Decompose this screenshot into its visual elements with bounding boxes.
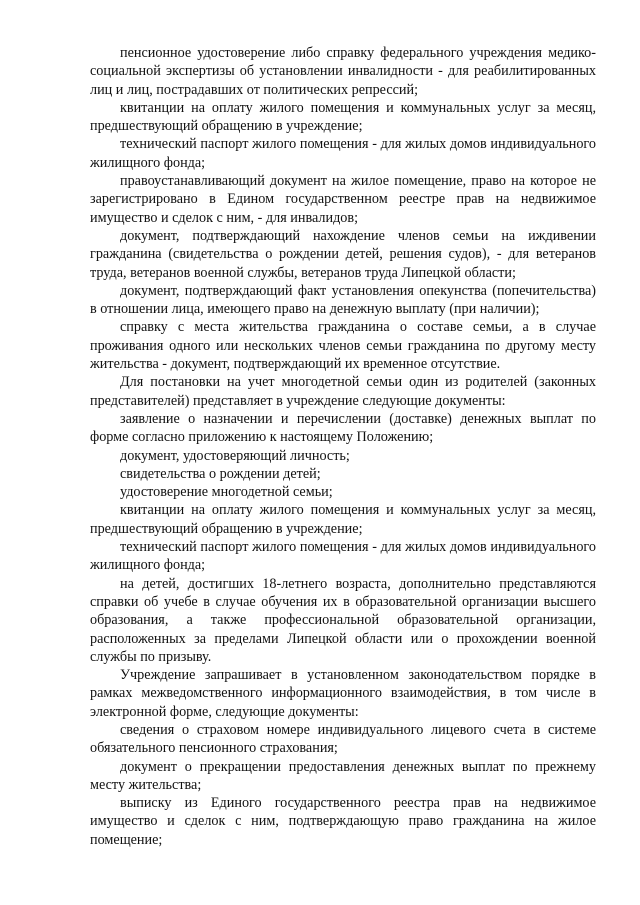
paragraph: удостоверение многодетной семьи; — [120, 484, 333, 501]
paragraph: заявление о назначении и перечислении (доставке) денежных выплат по форме согласно приложению к настоящему Положению; — [90, 410, 596, 446]
paragraph: документ, подтверждающий нахождение членов семьи на иждивении гражданина (свидетельства о рождении детей, решения судов), - для ветеранов труда, ветеранов военной службы, ветеранов труда Липецкой области; — [90, 227, 596, 281]
paragraph: технический паспорт жилого помещения - для жилых домов индивидуального жилищного фонда; — [90, 136, 596, 171]
paragraph: на детей, достигших 18-летнего возраста, дополнительно представляются справки об учебе в случае обучения их в образовательной организации высшего образования, а также профессиональной образовательной организации, расположенных за пределами Липецкой области или о прохождении военной службы по призыву. — [90, 575, 596, 665]
paragraph: справку с места жительства гражданина о составе семьи, а в случае проживания одного или нескольких членов семьи гражданина по другому месту жительства - документ, подтверждающий их временное отсутствие. — [90, 319, 596, 373]
paragraph: технический паспорт жилого помещения - для жилых домов индивидуального жилищного фонда; — [90, 539, 596, 574]
document-body — [90, 44, 596, 849]
paragraph: выписку из Единого государственного реестра прав на недвижимое имущество и сделок с ним, подтверждающую право гражданина на жилое помещение; — [90, 795, 596, 848]
paragraph: свидетельства о рождении детей; — [120, 465, 321, 482]
paragraph: сведения о страховом номере индивидуального лицевого счета в системе обязательного пенсионного страхования; — [90, 721, 596, 757]
paragraph: документ, подтверждающий факт установления опекунства (попечительства) в отношении лица, имеющего право на денежную выплату (при наличии); — [90, 282, 596, 318]
paragraph: квитанции на оплату жилого помещения и коммунальных услуг за месяц, предшествующий обращению в учреждение; — [90, 99, 596, 135]
paragraph: Для постановки на учет многодетной семьи один из родителей (законных представителей) представляет в учреждение следующие документы: — [90, 374, 596, 409]
paragraph: правоустанавливающий документ на жилое помещение, право на которое не зарегистрировано в Едином государственном реестре прав на недвижимое имущество и сделок с ним, - для инвалидов; — [90, 173, 596, 226]
paragraph: пенсионное удостоверение либо справку федерального учреждения медико-социальной экспертизы об установлении инвалидности - для реабилитированных лиц и лиц, пострадавших от политических репрессий; — [90, 45, 596, 98]
paragraph: документ о прекращении предоставления денежных выплат по прежнему месту жительства; — [90, 758, 596, 793]
paragraph: Учреждение запрашивает в установленном законодательством порядке в рамках межведомственного информационного взаимодействия, в том числе в электронной форме, следующие документы: — [90, 667, 596, 720]
paragraph: квитанции на оплату жилого помещения и коммунальных услуг за месяц, предшествующий обращению в учреждение; — [90, 502, 596, 537]
paragraph: документ, удостоверяющий личность; — [120, 447, 350, 464]
